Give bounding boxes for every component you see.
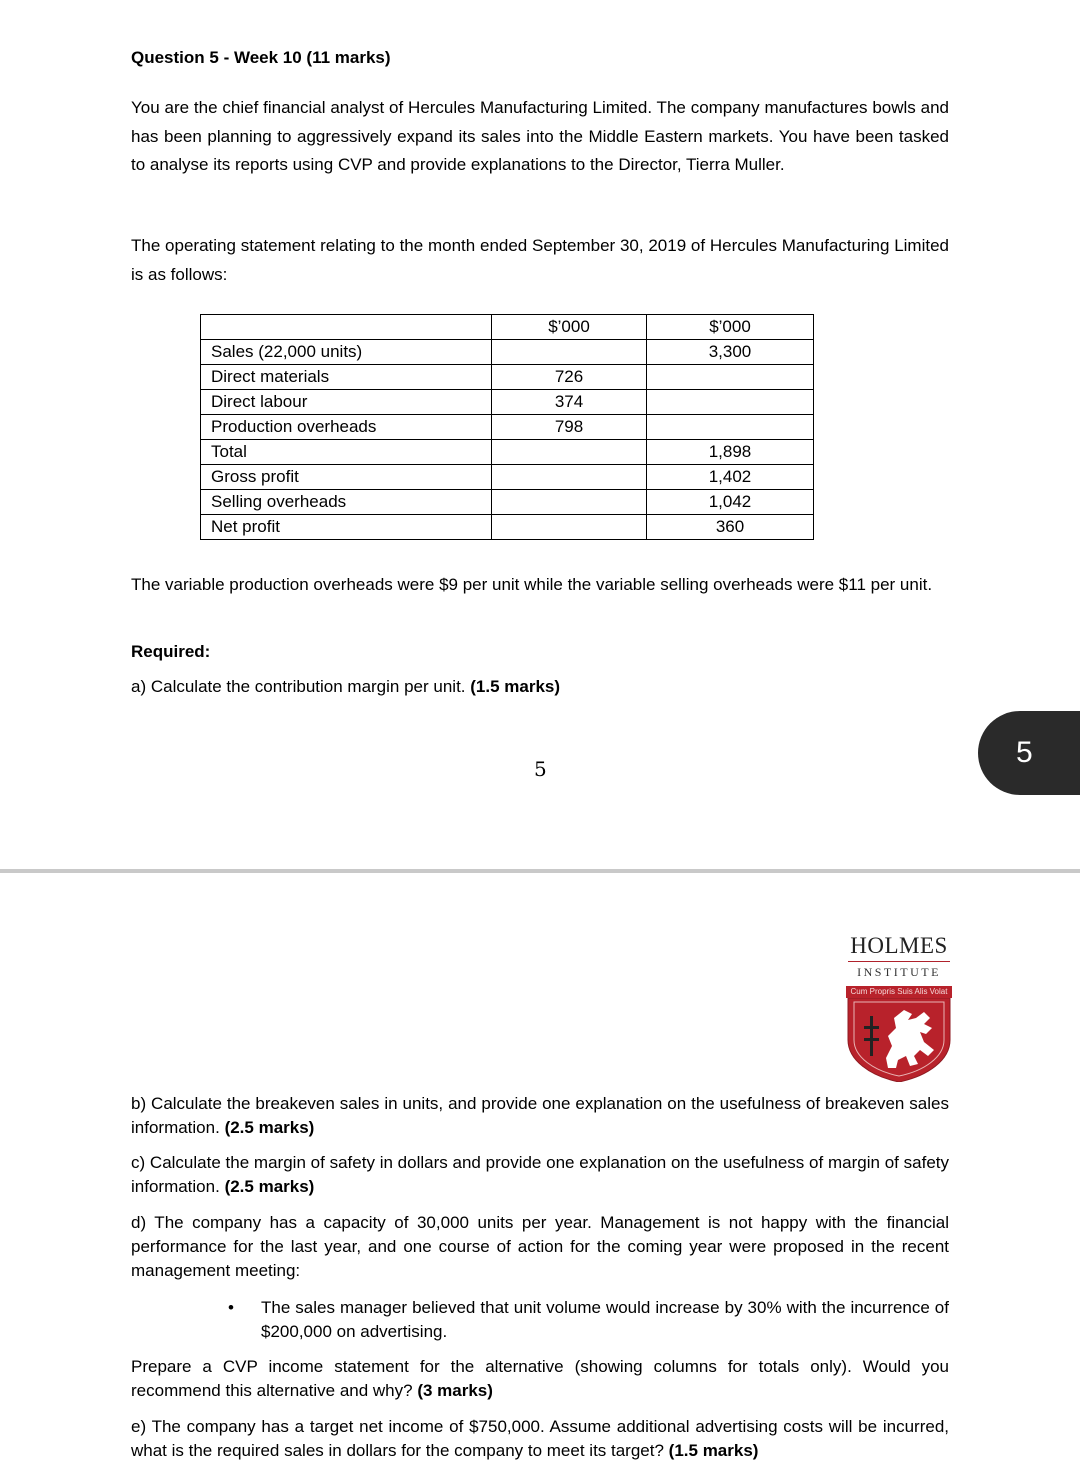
- table-cell: [647, 390, 814, 415]
- required-label: Required:: [131, 642, 211, 661]
- table-row: [201, 440, 814, 465]
- table-cell: Gross profit: [201, 465, 492, 490]
- shield-crest-icon: [846, 998, 952, 1082]
- table-cell: 1,402: [647, 465, 814, 490]
- table-cell: $’000: [492, 315, 647, 340]
- question-a: [131, 673, 949, 702]
- table-cell: Net profit: [201, 515, 492, 540]
- table-cell: Direct materials: [201, 365, 492, 390]
- operating-statement-table: [200, 314, 814, 540]
- table-cell: Selling overheads: [201, 490, 492, 515]
- bullet-text: The sales manager believed that unit volume would increase by 30% with the incurrence of $200,000 on advertising.: [261, 1298, 949, 1341]
- table-cell: Total: [201, 440, 492, 465]
- table-cell: Sales (22,000 units): [201, 340, 492, 365]
- table-cell: Direct labour: [201, 390, 492, 415]
- table-cell: 1,898: [647, 440, 814, 465]
- logo-motto: Cum Propris Suis Alis Volat: [846, 986, 952, 998]
- question-a-text: a) Calculate the contribution margin per unit.: [131, 677, 466, 696]
- table-cell: Production overheads: [201, 415, 492, 440]
- logo-subtitle: INSTITUTE: [857, 965, 941, 979]
- question-c: [131, 1151, 949, 1199]
- table-cell: 798: [492, 415, 647, 440]
- table-cell: 726: [492, 365, 647, 390]
- table-row: [201, 365, 814, 390]
- table-row: [201, 515, 814, 540]
- prepare-marks: (3 marks): [417, 1381, 493, 1400]
- document-page-2: [0, 873, 1080, 1474]
- table-row: [201, 465, 814, 490]
- variable-overheads-note: The variable production overheads were $9 per unit while the variable selling overheads were $11 per unit.: [131, 575, 933, 594]
- question-b-text: b) Calculate the breakeven sales in units, and provide one explanation on the usefulness of breakeven sales information.: [131, 1094, 949, 1137]
- intro-paragraph: You are the chief financial analyst of Hercules Manufacturing Limited. The company manufactures bowls and has been planning to aggressively expand its sales into the Middle Eastern markets. You have been tasked to analyse its reports using CVP and provide explanations to the Director, Tierra Muller.: [131, 98, 949, 174]
- page-indicator-badge: 5: [978, 711, 1080, 795]
- question-e-marks: (1.5 marks): [668, 1441, 759, 1460]
- prepare-text: Prepare a CVP income statement for the alternative (showing columns for totals only). Would you recommend this alternative and why?: [131, 1357, 949, 1400]
- question-a-marks: (1.5 marks): [470, 677, 561, 696]
- table-cell: [647, 415, 814, 440]
- question-e: [131, 1415, 949, 1463]
- statement-intro: The operating statement relating to the month ended September 30, 2019 of Hercules Manufacturing Limited is as follows:: [131, 236, 949, 284]
- question-c-marks: (2.5 marks): [224, 1177, 315, 1196]
- logo-name: HOLMES: [850, 933, 948, 958]
- question-e-text: e) The company has a target net income of $750,000. Assume additional advertising costs will be incurred, what is the required sales in dollars for the company to meet its target?: [131, 1417, 949, 1460]
- prepare-instruction: [131, 1355, 949, 1403]
- table-row: [201, 340, 814, 365]
- table-cell: 360: [647, 515, 814, 540]
- table-cell: [492, 340, 647, 365]
- table-cell: [492, 465, 647, 490]
- table-cell: 374: [492, 390, 647, 415]
- table-cell: $’000: [647, 315, 814, 340]
- table-header-row: [201, 315, 814, 340]
- question-c-text: c) Calculate the margin of safety in dollars and provide one explanation on the usefulness of margin of safety information.: [131, 1153, 949, 1196]
- question-d: d) The company has a capacity of 30,000 units per year. Management is not happy with the financial performance for the last year, and one course of action for the coming year were proposed in the recent management meeting:: [131, 1213, 949, 1280]
- table-cell: 3,300: [647, 340, 814, 365]
- table-cell: [201, 315, 492, 340]
- question-b-marks: (2.5 marks): [224, 1118, 315, 1137]
- table-cell: [492, 440, 647, 465]
- table-cell: [492, 490, 647, 515]
- table-row: [201, 390, 814, 415]
- table-cell: [492, 515, 647, 540]
- table-row: [201, 415, 814, 440]
- bullet-icon: •: [228, 1298, 234, 1317]
- table-cell: [647, 365, 814, 390]
- holmes-institute-logo: [846, 933, 952, 1087]
- page-number: 5: [534, 757, 547, 781]
- question-heading: Question 5 - Week 10 (11 marks): [131, 48, 391, 67]
- question-b: [131, 1092, 949, 1140]
- table-row: [201, 490, 814, 515]
- table-cell: 1,042: [647, 490, 814, 515]
- logo-rule: [848, 961, 950, 962]
